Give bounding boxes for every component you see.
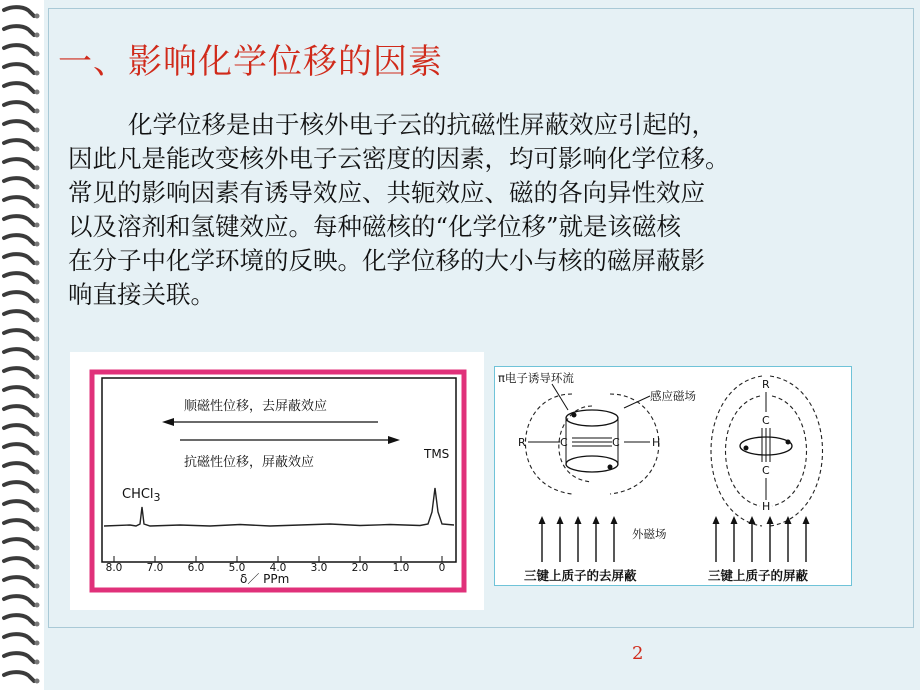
spiral-coil [4,615,34,624]
spiral-coil [4,102,34,111]
external-field-arrowhead [803,516,810,524]
spiral-hole [35,432,40,437]
spiral-hole [35,641,40,646]
paragraph-line-2: 因此凡是能改变核外电子云密度的因素，均可影响化学位移。 [68,144,730,173]
spiral-hole [35,299,40,304]
x-tick-label: 2.0 [351,562,369,574]
spiral-hole [35,470,40,475]
external-field-arrowhead [767,516,774,524]
spiral-coil [4,368,34,377]
spiral-binding [0,0,40,690]
paragraph-line-6: 响直接关联。 [68,280,215,309]
caption-shielding: 三键上质子的屏蔽 [708,568,809,583]
spiral-hole [35,413,40,418]
external-field-arrowhead [593,516,600,524]
spiral-coil [4,577,34,586]
external-field-arrowhead [557,516,564,524]
spiral-hole [35,489,40,494]
spiral-hole [35,451,40,456]
spiral-coil [4,311,34,320]
left-atom-r: R [518,436,526,449]
paragraph-line-3: 常见的影响因素有诱导效应、共轭效应、磁的各向异性效应 [68,178,705,207]
left-atom-h: H [652,436,661,449]
spiral-coil [4,596,34,605]
peak-tms-label: TMS [424,447,450,461]
induced-field-label: 感应磁场 [650,389,696,403]
spiral-coil [4,444,34,453]
spiral-coil [4,121,34,130]
spiral-coil [4,482,34,491]
spiral-hole [35,280,40,285]
spiral-coil [4,26,34,35]
paragraph-line-5: 在分子中化学环境的反映。化学位移的大小与核的磁屏蔽影 [68,246,705,275]
spiral-coil [4,653,34,662]
spiral-coil [4,292,34,301]
arrow-left-label: 顺磁性位移，去屏蔽效应 [184,399,328,414]
spiral-hole [35,109,40,114]
spiral-hole [35,584,40,589]
x-tick-label: 3.0 [310,562,328,574]
x-tick-label: 5.0 [228,562,246,574]
x-tick-label: 8.0 [105,562,123,574]
x-tick-label: 0 [438,562,446,574]
spiral-coil [4,387,34,396]
spiral-hole [35,603,40,608]
spiral-coil [4,349,34,358]
arrow-right-label: 抗磁性位移，屏蔽效应 [184,455,315,470]
paragraph-line-1: 化学位移是由于核外电子云的抗磁性屏蔽效应引起的， [128,110,716,139]
spiral-coil [4,7,34,16]
left-atom-c1: C [560,436,568,449]
spiral-coil [4,425,34,434]
spiral-coil [4,178,34,187]
spiral-coil [4,463,34,472]
x-axis-label: δ／ PPm [240,572,290,586]
spiral-hole [35,660,40,665]
spiral-coil [4,216,34,225]
page-number: 2 [632,643,644,664]
spiral-coil [4,159,34,168]
spiral-coil [4,634,34,643]
right-atom-c1: C [762,414,770,427]
external-field-arrowhead [713,516,720,524]
slide-title: 一、影响化学位移的因素 [58,42,443,82]
external-field-arrowhead [785,516,792,524]
external-field-arrowhead [575,516,582,524]
spiral-hole [35,508,40,513]
external-field-arrowhead [731,516,738,524]
peak-chcl3-label: CHCl$_3$ [122,487,161,504]
left-field-lines [525,394,661,494]
paragraph-line-4: 以及溶剂和氢键效应。每种磁核的“化学位移”就是该磁核 [68,212,682,241]
external-field-arrowhead [611,516,618,524]
spiral-hole [35,565,40,570]
x-tick-label: 7.0 [146,562,164,574]
spiral-hole [35,90,40,95]
spiral-hole [35,128,40,133]
spiral-hole [35,337,40,342]
anisotropy-figure [494,366,852,586]
arrow-left-head [162,418,174,426]
right-atom-r: R [762,378,770,391]
spiral-hole [35,356,40,361]
external-field-arrowhead [539,516,546,524]
spiral-coil [4,520,34,529]
external-field-arrows [539,516,810,562]
spiral-coil [4,45,34,54]
right-atom-c2: C [762,464,770,477]
spiral-hole [35,679,40,684]
spiral-coil [4,273,34,282]
spiral-coil [4,140,34,149]
pi-current-label: π电子诱导环流 [498,371,574,385]
spiral-coil [4,254,34,263]
body-paragraph [68,108,878,312]
spiral-hole [35,527,40,532]
spiral-hole [35,147,40,152]
nmr-spectrum-figure [70,352,484,610]
arrow-right-head [388,436,400,444]
left-atom-c2: C [612,436,620,449]
spiral-hole [35,622,40,627]
x-tick-label: 6.0 [187,562,205,574]
spiral-hole [35,375,40,380]
spiral-hole [35,223,40,228]
spiral-coil [4,64,34,73]
spiral-coil [4,406,34,415]
x-tick-label: 4.0 [269,562,287,574]
spiral-coil [4,330,34,339]
spiral-coil [4,197,34,206]
x-tick-label: 1.0 [392,562,410,574]
spiral-hole [35,261,40,266]
spiral-hole [35,52,40,57]
spiral-coil [4,558,34,567]
external-field-label: 外磁场 [632,527,667,541]
spiral-coil [4,83,34,92]
spiral-hole [35,166,40,171]
spiral-hole [35,185,40,190]
spiral-hole [35,242,40,247]
spiral-coil [4,501,34,510]
spiral-hole [35,546,40,551]
external-field-arrowhead [749,516,756,524]
spiral-hole [35,33,40,38]
caption-deshielding: 三键上质子的去屏蔽 [524,568,637,583]
spiral-coil [4,235,34,244]
spiral-hole [35,318,40,323]
spiral-coil [4,539,34,548]
spiral-hole [35,14,40,19]
spiral-coil [4,672,34,681]
spiral-hole [35,204,40,209]
right-atom-h: H [762,500,771,513]
spiral-hole [35,394,40,399]
spiral-hole [35,71,40,76]
